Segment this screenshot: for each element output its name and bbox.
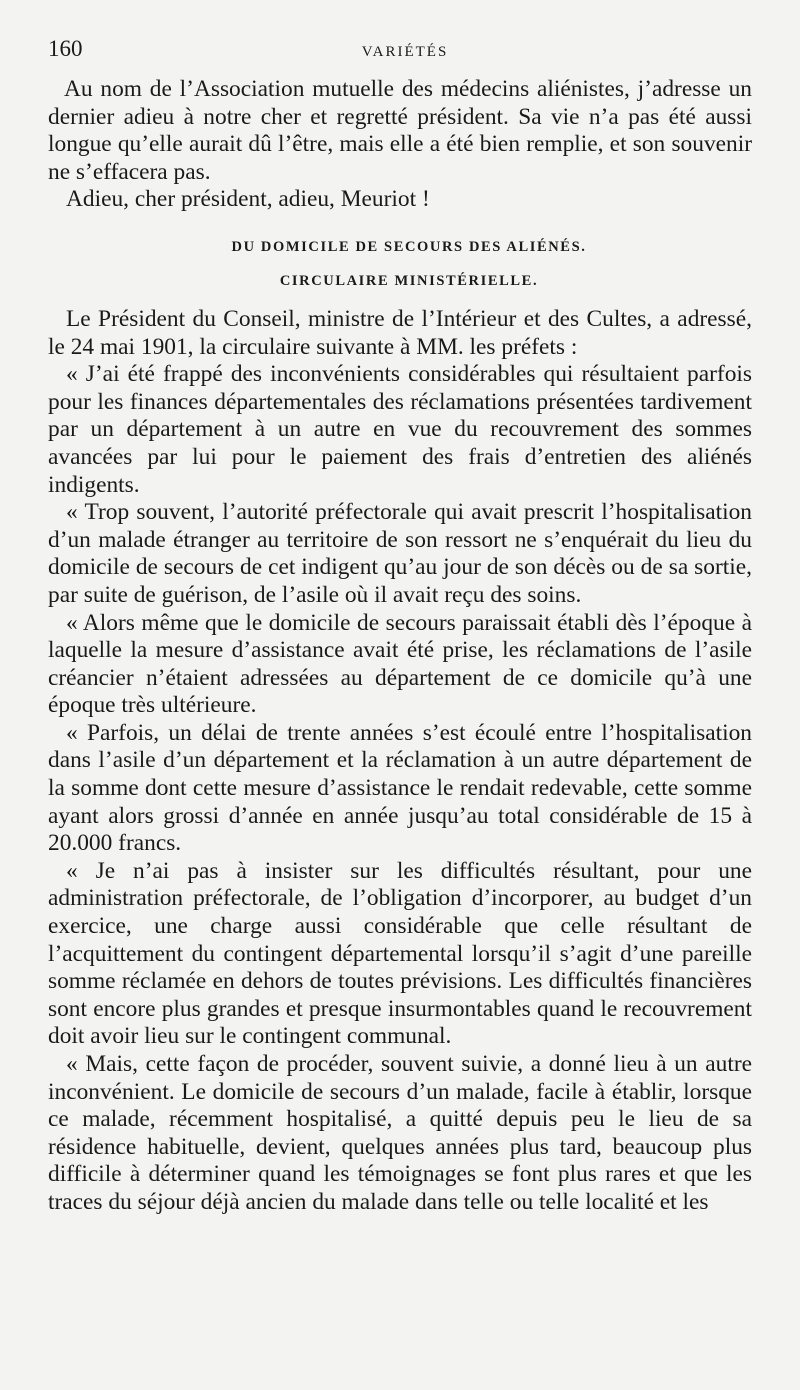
paragraph: Au nom de l’Association mutuelle des médecins aliénistes, j’adresse un dernier adieu à notre cher et regretté président. Sa vie n’a pas été aussi longue qu’elle aurait dû l’être, mais elle a été bien remplie, et son souvenir ne s’effacera pas. <box>48 76 752 185</box>
body-text <box>48 76 752 1217</box>
paragraph: « Parfois, un délai de trente années s’est écoulé entre l’hospitalisation dans l’asile d’un département et la réclamation à un autre département de la somme dont cette mesure d’assistance le rendait redevable, cette somme ayant alors grossi d’année en année jusqu’au total considérable de 15 à 20.000 francs. <box>48 719 752 857</box>
page-header <box>48 36 762 76</box>
paragraph: « Je n’ai pas à insister sur les difficultés résultant, pour une administration préfectorale, de l’obligation d’incorporer, au budget d’un exercice, une charge aussi considérable que celle résultant de l’acquittement du contingent départemental lorsqu’il s’agit d’une pareille somme réclamée en dehors de toutes prévisions. Les difficultés financières sont encore plus grandes et presque insurmontables quand le recouvrement doit avoir lieu sur le contingent communal. <box>48 857 752 1050</box>
running-title: VARIÉTÉS <box>361 44 449 60</box>
page-number: 160 <box>48 36 83 61</box>
section-heading: DU DOMICILE DE SECOURS DES ALIÉNÉS. <box>231 238 587 255</box>
paragraph: « J’ai été frappé des inconvénients considérables qui résultaient parfois pour les finances départementales des réclamations présentées tardivement par un département à un autre en vue du recouvrement des sommes avancées par lui pour le paiement des frais d’entretien des aliénés indigents. <box>48 361 752 498</box>
paragraph: Adieu, cher président, adieu, Meuriot ! <box>66 186 430 213</box>
paragraph: « Mais, cette façon de procéder, souvent suivie, a donné lieu à un autre inconvénient. Le domicile de secours d’un malade, facile à établir, lorsque ce malade, récemment hospitalisé, a quitté depuis peu le lieu de sa résidence habituelle, devient, quelques années plus tard, beaucoup plus difficile à déterminer quand les témoignages se font plus rares et que les traces du séjour déjà ancien du malade dans telle ou telle localité et les <box>48 1051 752 1215</box>
paragraph: Le Président du Conseil, ministre de l’Intérieur et des Cultes, a adressé, le 24 mai 1901, la circulaire suivante à MM. les préfets : <box>48 305 752 360</box>
section-subheading: CIRCULAIRE MINISTÉRIELLE. <box>279 272 539 289</box>
paragraph: « Trop souvent, l’autorité préfectorale qui avait prescrit l’hospitalisation d’un malade étranger au territoire de son ressort ne s’enquérait du lieu du domicile de secours de cet indigent qu’au jour de son décès ou de sa sortie, par suite de guérison, de l’asile où il avait reçu des soins. <box>48 499 752 608</box>
paragraph: « Alors même que le domicile de secours paraissait établi dès l’époque à laquelle la mesure d’assistance avait été prise, les réclamations de l’asile créancier n’étaient adressées au département de ce domicile qu’à une époque très ultérieure. <box>48 609 752 719</box>
